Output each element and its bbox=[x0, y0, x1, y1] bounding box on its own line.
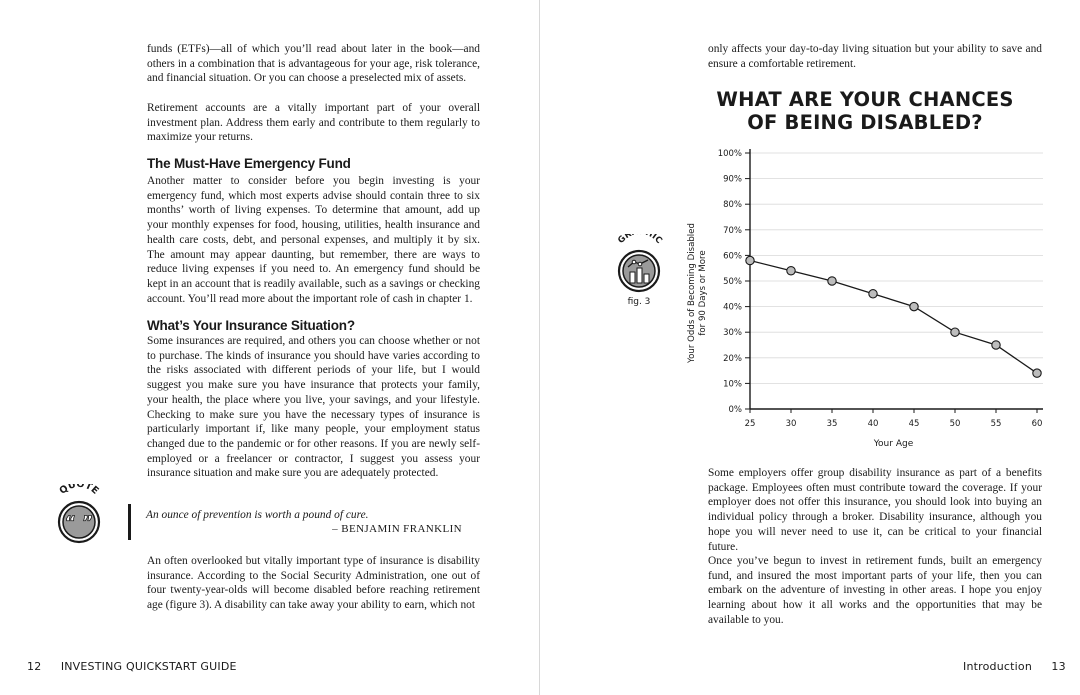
chart-y-tick-label: 50% bbox=[723, 277, 742, 287]
chart-y-tick-label: 30% bbox=[723, 328, 742, 339]
book-title: INVESTING QUICKSTART GUIDE bbox=[60, 660, 237, 673]
chart-y-tick-label: 100% bbox=[717, 149, 742, 159]
left-paragraph-2: Retirement accounts are a vitally important part of your overall investment plan. Address them early and contribute to them regularly to maximize your returns. bbox=[147, 102, 480, 144]
left-paragraph-4: Some insurances are required, and others you can choose whether or not to purchase. The kinds of insurance you should have varies according to the risks associated with different periods of your life, but I would suggest you make sure you have insurance that protects your family, your health, the place where you live, your savings, and your lifestyle. Checking to make sure you have the necessary types of insurance is particularly important if, like many people, your employment status changed due to the pandemic or for other reasons. If you are newly self-employed or a freelancer or contractor, I suggest you assess your insurance situation and make sure you are adequately protected. bbox=[147, 335, 480, 480]
chart-x-tick-label: 35 bbox=[826, 419, 838, 429]
chart-y-ticks bbox=[718, 149, 750, 415]
graphic-chart-icon bbox=[612, 234, 668, 298]
chart-title-line-2: OF BEING DISABLED? bbox=[747, 111, 983, 134]
chart-axes bbox=[750, 149, 1043, 409]
chart-series-line bbox=[750, 261, 1037, 374]
left-paragraph-3: Another matter to consider before you begin investing is your emergency fund, which most experts advise should contain three to six months’ worth of living expenses. To determine that amount, add up your monthly expenses for food, housing, utilities, health insurance and health care costs, debt, and personal expenses, and multiply it by six. The amount may appear daunting, but remember, there are ways to reduce living expenses if you need to. An emergency fund should be kept in an account that is readily available, such as a savings or checking account. You’ll read more about the important role of cash in chapter 1. bbox=[147, 175, 480, 305]
left-page-number: 12 bbox=[27, 660, 42, 673]
chart-x-tick-label: 50 bbox=[949, 419, 961, 429]
svg-text:“ ”: “ ” bbox=[64, 513, 94, 533]
quote-icon bbox=[48, 484, 110, 546]
svg-text:GRAPHIC bbox=[616, 234, 664, 246]
chart-data-point bbox=[828, 277, 836, 285]
chart-data-point bbox=[746, 256, 754, 264]
graphic-badge bbox=[612, 234, 668, 307]
chart-y-tick-label: 80% bbox=[723, 200, 742, 211]
right-paragraph-3: Once you’ve begun to invest in retirement funds, built an emergency fund, and insured the most important parts of your life, then you can embark on the adventure of investing in other areas. I hope you enjoy learning about how it all works and the opportunities that may be available to you. bbox=[708, 555, 1042, 626]
quote-bar bbox=[128, 504, 131, 540]
chart-data-point bbox=[992, 341, 1000, 349]
chart-title bbox=[705, 88, 1025, 134]
chart-data-point bbox=[1033, 369, 1041, 377]
chart-y-tick-label: 70% bbox=[723, 225, 742, 236]
chart-data-point bbox=[787, 267, 795, 275]
chart-y-tick-label: 0% bbox=[728, 405, 742, 415]
pull-quote: An ounce of prevention is worth a pound of cure. bbox=[146, 509, 369, 521]
disability-line-chart bbox=[680, 140, 1050, 460]
chart-data-point bbox=[951, 328, 959, 336]
chart-x-axis-label: Your Age bbox=[873, 439, 914, 449]
graphic-badge-label: GR IC bbox=[616, 234, 664, 246]
chart-title-line-1: WHAT ARE YOUR CHANCES bbox=[716, 88, 1014, 111]
heading-emergency-fund: The Must-Have Emergency Fund bbox=[147, 156, 351, 171]
chart-x-tick-label: 45 bbox=[908, 419, 920, 429]
chart-data-point bbox=[869, 290, 877, 298]
chart-x-ticks bbox=[745, 409, 1043, 429]
chart-data-point bbox=[910, 302, 918, 310]
chart-x-tick-label: 40 bbox=[867, 419, 879, 429]
left-paragraph-5: An often overlooked but vitally important type of insurance is disability insurance. According to the Social Security Administration, one out of four twenty-year-olds will become disabled before reaching retirement age (figure 3). A disability can take away your ability to earn, which not bbox=[147, 555, 480, 612]
quote-badge-label: QUOTE bbox=[57, 484, 101, 497]
quote-badge bbox=[48, 484, 110, 546]
figure-caption: fig. 3 bbox=[627, 297, 651, 307]
svg-text:QUOTE bbox=[57, 484, 100, 497]
right-page bbox=[540, 0, 1080, 695]
heading-insurance: What’s Your Insurance Situation? bbox=[147, 318, 355, 333]
chart-x-tick-label: 25 bbox=[744, 419, 756, 429]
chart-y-axis-label-line-2: for 90 Days or More bbox=[698, 250, 708, 336]
quote-attribution: – BENJAMIN FRANKLIN bbox=[332, 523, 462, 535]
left-footer bbox=[27, 660, 237, 673]
chart-x-tick-label: 55 bbox=[990, 419, 1002, 429]
right-footer bbox=[963, 660, 1066, 673]
chart-y-tick-label: 10% bbox=[723, 379, 742, 390]
right-paragraph-2: Some employers offer group disability insurance as part of a benefits package. Employees often must contribute toward the coverage. If your employer does not offer this insurance, you should look into buying an individual policy through a broker. Disability insurance, although you hope you will never need to use it, can be critical to your financial future. bbox=[708, 467, 1042, 553]
section-name: Introduction bbox=[963, 660, 1033, 673]
right-page-number: 13 bbox=[1051, 660, 1066, 673]
right-paragraph-1: only affects your day-to-day living situation but your ability to save and ensure a comfortable retirement. bbox=[708, 43, 1042, 70]
chart-y-axis-label-line-1: Your Odds of Becoming Disabled bbox=[687, 223, 697, 363]
chart-x-tick-label: 60 bbox=[1031, 419, 1043, 429]
chart-y-tick-label: 20% bbox=[723, 353, 742, 364]
chart-y-tick-label: 60% bbox=[723, 251, 742, 262]
chart-y-tick-label: 90% bbox=[723, 174, 742, 185]
left-paragraph-1: funds (ETFs)—all of which you’ll read about later in the book—and others in a combination that is advantageous for your age, risk tolerance, and financial situation. Or you can choose a preselected mix of assets. bbox=[147, 43, 480, 85]
chart-series bbox=[746, 256, 1041, 377]
chart-y-tick-label: 40% bbox=[723, 302, 742, 313]
chart-x-tick-label: 30 bbox=[785, 419, 797, 429]
